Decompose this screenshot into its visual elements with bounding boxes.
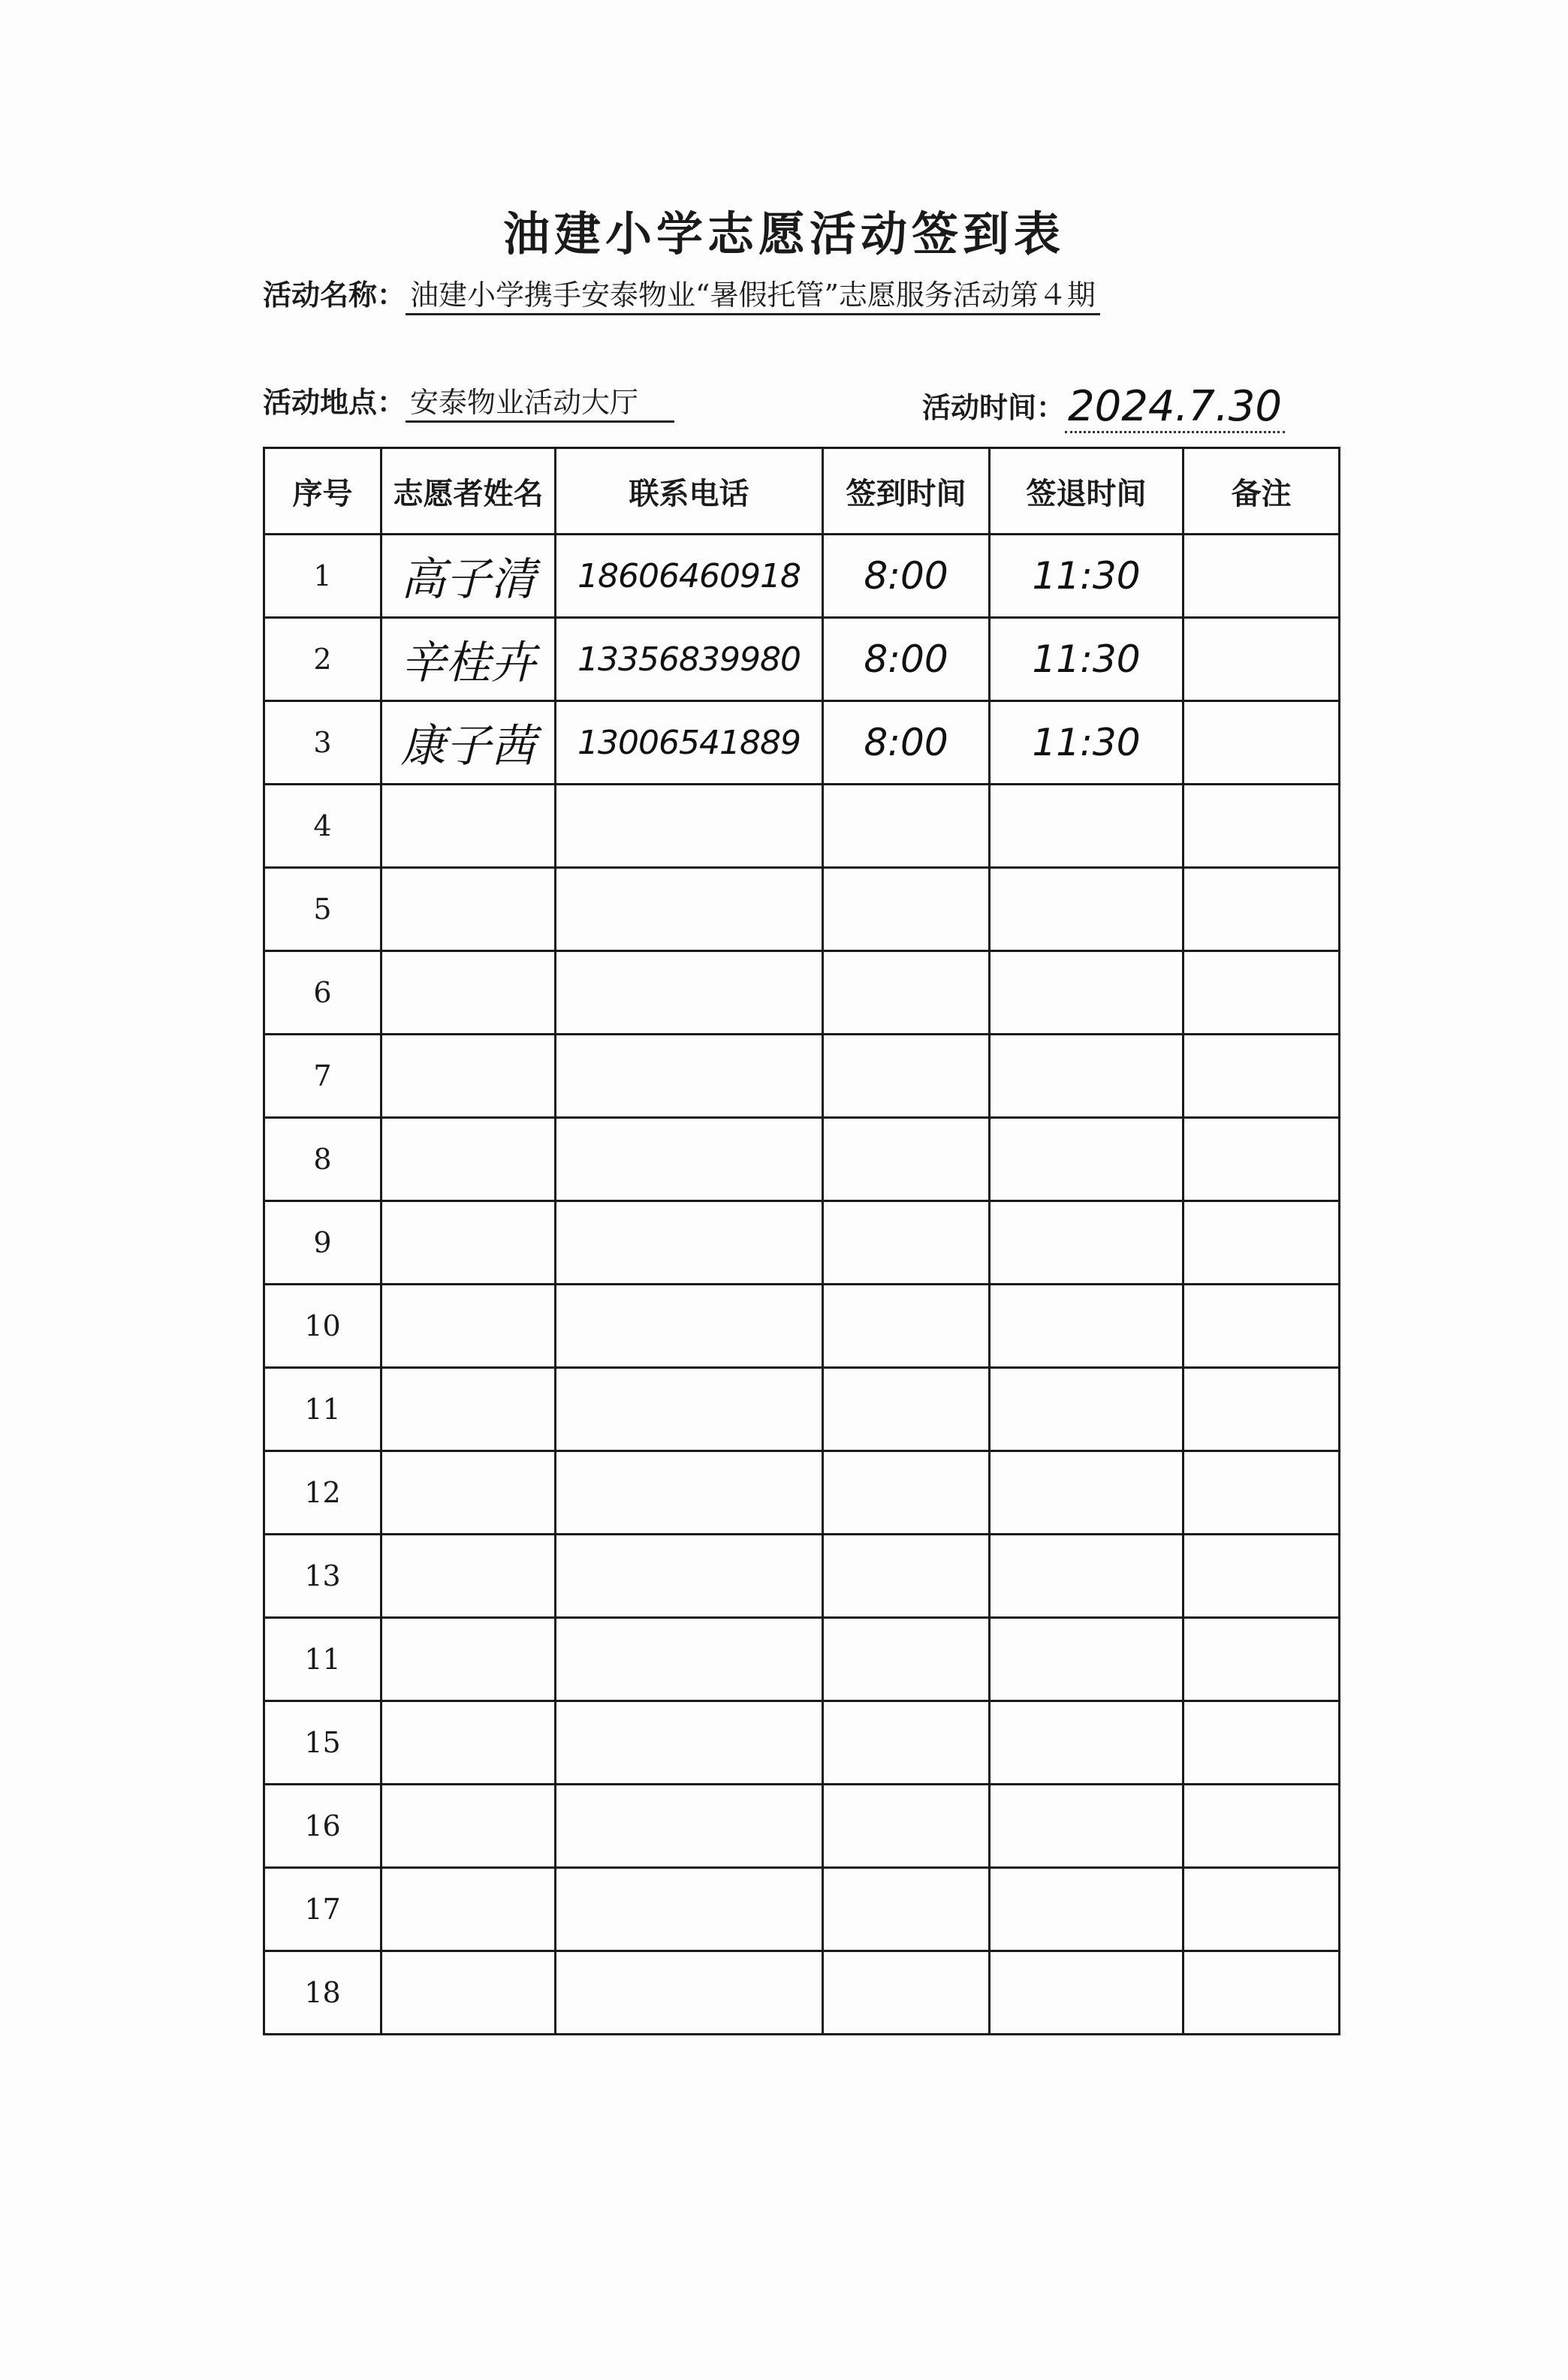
row-phone: [556, 951, 823, 1035]
table-row: [264, 1951, 1340, 2035]
row-seq: 11: [264, 1368, 381, 1451]
row-seq: 3: [264, 701, 381, 785]
row-phone: 18606460918: [556, 535, 823, 618]
activity-place-label: 活动地点：: [263, 385, 406, 419]
row-seq: 4: [264, 785, 381, 868]
row-sign-in-time: [823, 1201, 990, 1285]
activity-name-value: 油建小学携手安泰物业“暑假托管”志愿服务活动第４期: [406, 279, 1100, 315]
row-sign-in-time: [823, 1535, 990, 1618]
row-sign-in-time: [823, 1701, 990, 1785]
row-phone: [556, 1951, 823, 2035]
row-sign-out-time: [990, 1118, 1184, 1201]
row-sign-in-time: [823, 1451, 990, 1535]
row-sign-out-time: [990, 1035, 1184, 1118]
row-seq: 13: [264, 1535, 381, 1618]
row-note: [1184, 618, 1340, 701]
header-sign-out: 签退时间: [990, 448, 1184, 535]
row-sign-in-time: [823, 1118, 990, 1201]
sign-in-table: [263, 447, 1340, 2035]
row-phone: 13356839980: [556, 618, 823, 701]
table-row: [264, 1618, 1340, 1701]
table-row: [264, 868, 1340, 951]
table-row: [264, 618, 1340, 701]
row-seq: 8: [264, 1118, 381, 1201]
row-volunteer-name: [381, 1285, 556, 1368]
row-seq: 1: [264, 535, 381, 618]
table-row: [264, 785, 1340, 868]
row-phone: 13006541889: [556, 701, 823, 785]
header-note: 备注: [1184, 448, 1340, 535]
row-note: [1184, 1035, 1340, 1118]
row-phone: [556, 1618, 823, 1701]
row-seq: 9: [264, 1201, 381, 1285]
row-sign-in-time: [823, 1951, 990, 2035]
activity-time-value: 2024.7.30: [1065, 382, 1285, 433]
row-sign-in-time: [823, 1785, 990, 1868]
row-note: [1184, 1201, 1340, 1285]
row-volunteer-name: [381, 951, 556, 1035]
activity-time-label: 活动时间：: [922, 390, 1066, 424]
row-phone: [556, 1201, 823, 1285]
row-volunteer-name: [381, 1201, 556, 1285]
row-note: [1184, 785, 1340, 868]
row-sign-in-time: [823, 785, 990, 868]
row-sign-in-time: [823, 1035, 990, 1118]
row-sign-out-time: [990, 1368, 1184, 1451]
row-sign-out-time: [990, 868, 1184, 951]
table-header-row: [264, 448, 1340, 535]
row-volunteer-name: [381, 785, 556, 868]
row-note: [1184, 1701, 1340, 1785]
row-phone: [556, 785, 823, 868]
row-sign-out-time: 11:30: [990, 535, 1184, 618]
activity-time-line: [922, 379, 1285, 431]
row-phone: [556, 868, 823, 951]
header-seq: 序号: [264, 448, 381, 535]
activity-name-label: 活动名称：: [263, 278, 406, 312]
table-row: [264, 1035, 1340, 1118]
row-volunteer-name: [381, 1035, 556, 1118]
row-volunteer-name: [381, 1451, 556, 1535]
row-volunteer-name: [381, 1868, 556, 1951]
row-note: [1184, 1951, 1340, 2035]
row-sign-in-time: [823, 1285, 990, 1368]
row-sign-out-time: [990, 1201, 1184, 1285]
row-phone: [556, 1451, 823, 1535]
row-phone: [556, 1785, 823, 1868]
row-phone: [556, 1118, 823, 1201]
row-volunteer-name: [381, 1118, 556, 1201]
row-note: [1184, 1285, 1340, 1368]
row-sign-out-time: [990, 1618, 1184, 1701]
table-row: [264, 1785, 1340, 1868]
row-volunteer-name: [381, 1535, 556, 1618]
row-phone: [556, 1535, 823, 1618]
row-sign-out-time: 11:30: [990, 701, 1184, 785]
row-note: [1184, 1535, 1340, 1618]
row-sign-in-time: 8:00: [823, 535, 990, 618]
row-sign-in-time: 8:00: [823, 701, 990, 785]
row-note: [1184, 701, 1340, 785]
row-sign-in-time: [823, 1868, 990, 1951]
table-row: [264, 1285, 1340, 1368]
row-volunteer-name: [381, 1951, 556, 2035]
table-row: [264, 1535, 1340, 1618]
row-seq: 2: [264, 618, 381, 701]
row-volunteer-name: [381, 1785, 556, 1868]
row-sign-in-time: 8:00: [823, 618, 990, 701]
row-sign-out-time: 11:30: [990, 618, 1184, 701]
row-sign-in-time: [823, 1618, 990, 1701]
row-seq: 12: [264, 1451, 381, 1535]
row-phone: [556, 1868, 823, 1951]
table-row: [264, 1451, 1340, 1535]
row-note: [1184, 1618, 1340, 1701]
row-sign-out-time: [990, 951, 1184, 1035]
header-phone: 联系电话: [556, 448, 823, 535]
row-seq: 18: [264, 1951, 381, 2035]
row-seq: 16: [264, 1785, 381, 1868]
row-sign-in-time: [823, 868, 990, 951]
row-sign-out-time: [990, 1285, 1184, 1368]
row-sign-out-time: [990, 1785, 1184, 1868]
page-title: 油建小学志愿活动签到表: [502, 206, 1065, 261]
row-phone: [556, 1368, 823, 1451]
row-seq: 5: [264, 868, 381, 951]
row-sign-out-time: [990, 1535, 1184, 1618]
row-volunteer-name: 康子茜: [381, 701, 556, 785]
row-volunteer-name: [381, 1368, 556, 1451]
row-seq: 10: [264, 1285, 381, 1368]
row-note: [1184, 1368, 1340, 1451]
row-seq: 7: [264, 1035, 381, 1118]
row-phone: [556, 1035, 823, 1118]
table-row: [264, 1868, 1340, 1951]
row-phone: [556, 1285, 823, 1368]
table-row: [264, 701, 1340, 785]
header-name: 志愿者姓名: [381, 448, 556, 535]
row-note: [1184, 951, 1340, 1035]
row-phone: [556, 1701, 823, 1785]
row-volunteer-name: [381, 1701, 556, 1785]
table-row: [264, 951, 1340, 1035]
row-note: [1184, 868, 1340, 951]
row-sign-out-time: [990, 1451, 1184, 1535]
row-note: [1184, 1451, 1340, 1535]
table-row: [264, 535, 1340, 618]
row-sign-out-time: [990, 1951, 1184, 2035]
table-row: [264, 1118, 1340, 1201]
row-seq: 17: [264, 1868, 381, 1951]
row-note: [1184, 535, 1340, 618]
row-sign-in-time: [823, 1368, 990, 1451]
row-sign-out-time: [990, 1701, 1184, 1785]
row-seq: 15: [264, 1701, 381, 1785]
row-sign-out-time: [990, 1868, 1184, 1951]
row-note: [1184, 1868, 1340, 1951]
row-seq: 6: [264, 951, 381, 1035]
table-row: [264, 1201, 1340, 1285]
row-seq: 11: [264, 1618, 381, 1701]
row-volunteer-name: 高子清: [381, 535, 556, 618]
table-row: [264, 1701, 1340, 1785]
table-row: [264, 1368, 1340, 1451]
table-body: [264, 535, 1340, 2035]
row-note: [1184, 1785, 1340, 1868]
row-note: [1184, 1118, 1340, 1201]
row-volunteer-name: [381, 868, 556, 951]
row-volunteer-name: [381, 1618, 556, 1701]
activity-place-line: [263, 379, 674, 420]
header-sign-in: 签到时间: [823, 448, 990, 535]
activity-name-line: [263, 272, 1100, 313]
row-sign-in-time: [823, 951, 990, 1035]
row-volunteer-name: 辛桂卉: [381, 618, 556, 701]
activity-place-value: 安泰物业活动大厅: [406, 386, 674, 423]
row-sign-out-time: [990, 785, 1184, 868]
